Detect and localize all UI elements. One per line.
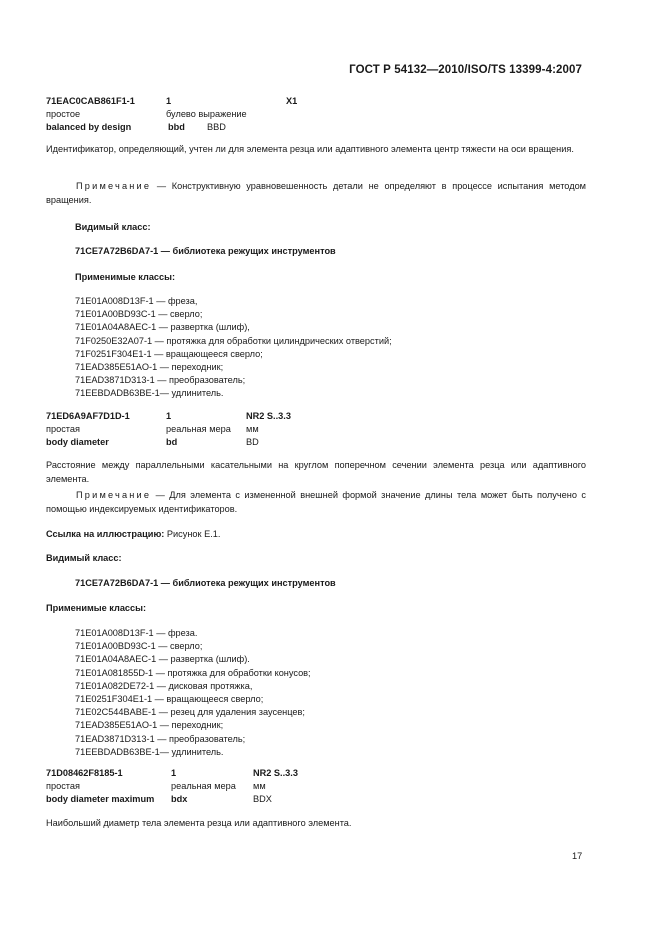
entry1-definition: Идентификатор, определяющий, учтен ли для элемента резца или адаптивного элемента центр тяжести на оси вращения. — [46, 144, 574, 154]
entry1-note-label: Примечание — [76, 181, 152, 191]
entry1-note-text: — Конструктивную уравновешенность детали не определяют в процессе испытания методом вращения. — [46, 181, 586, 205]
entry3-format: NR2 S..3.3 — [253, 768, 298, 778]
list-item: 71E01A081855D-1 — протяжка для обработки конусов; — [75, 667, 311, 678]
list-item: 71EAD3871D313-1 — преобразователь; — [75, 375, 246, 386]
entry1-applicable-label: Применимые классы: — [75, 272, 176, 282]
list-item: 71EAD385E51AO-1 — переходник; — [75, 720, 224, 731]
entry2-category: реальная мера — [166, 424, 231, 434]
entry2-applicable-list — [75, 627, 311, 759]
entry3-code: 71D08462F8185-1 — [46, 768, 123, 778]
entry2-note-label: Примечание — [76, 490, 152, 500]
list-item: 71E01A04A8AEC-1 — развертка (шлиф), — [75, 322, 250, 333]
entry3-name: body diameter maximum — [46, 794, 155, 804]
document-header-title: ГОСТ Р 54132—2010/ISO/TS 13399-4:2007 — [349, 64, 582, 76]
entry2-definition: Расстояние между параллельными касательными на круглом поперечном сечении элемента резца или адаптивного элемента. — [46, 460, 586, 484]
list-item: 71E01A082DE72-1 — дисковая протяжка, — [75, 680, 253, 691]
entry1-version: 1 — [166, 96, 172, 106]
entry2-note-text: — Для элемента с измененной внешней формой значение длины тела может быть получено с помощью индексируемых идентификаторов. — [46, 490, 586, 514]
list-item: 71E01A00BD93C-1 — сверло; — [75, 641, 203, 652]
list-item: 71E01A008D13F-1 — фреза. — [75, 628, 198, 638]
entry1-format: X1 — [286, 96, 298, 106]
entry3-type: простая — [46, 781, 80, 791]
list-item: 71F0250E32A07-1 — протяжка для обработки цилиндрических отверстий; — [75, 335, 392, 346]
entry3-definition: Наибольший диаметр тела элемента резца или адаптивного элемента. — [46, 818, 352, 828]
entry3-version: 1 — [171, 768, 177, 778]
list-item: 71EAD3871D313-1 — преобразователь; — [75, 733, 246, 744]
list-item: 71EEBDADB63BE-1— удлинитель. — [75, 746, 224, 757]
entry3-category: реальная мера — [171, 781, 236, 791]
entry2-unit: мм — [246, 424, 259, 434]
entry2-ref-value: Рисунок Е.1. — [164, 529, 221, 539]
entry3-symbol2: BDX — [253, 794, 272, 804]
entry1-name: balanced by design — [46, 122, 132, 132]
list-item: 71E01A00BD93C-1 — сверло; — [75, 309, 203, 320]
list-item: 71E01A04A8AEC-1 — развертка (шлиф). — [75, 654, 250, 665]
list-item: 71EEBDADB63BE-1— удлинитель. — [75, 388, 224, 399]
list-item: 71E01A008D13F-1 — фреза, — [75, 296, 198, 306]
entry1-note — [46, 179, 586, 207]
entry2-code: 71ED6A9AF7D1D-1 — [46, 411, 130, 421]
list-item: 71EAD385E51AO-1 — переходник; — [75, 362, 224, 373]
entry1-code: 71EAC0CAB861F1-1 — [46, 96, 135, 106]
entry1-type: простое — [46, 109, 81, 119]
list-item: 71E0251F304E1-1 — вращающееся сверло; — [75, 694, 264, 705]
entry2-figure-reference — [46, 528, 220, 540]
entry1-symbol: bbd — [168, 122, 185, 132]
entry1-category: булево выражение — [166, 109, 247, 119]
entry1-visible-class: 71CE7A72B6DA7-1 — библиотека режущих инструментов — [75, 246, 336, 256]
entry1-symbol2: BBD — [207, 122, 226, 132]
entry2-type: простая — [46, 424, 80, 434]
entry2-ref-label: Ссылка на иллюстрацию: — [46, 529, 165, 539]
entry1-visible-class-label: Видимый класс: — [75, 222, 151, 232]
entry1-applicable-list — [75, 295, 392, 401]
entry3-unit: мм — [253, 781, 266, 791]
entry2-symbol2: BD — [246, 437, 259, 447]
list-item: 71F0251F304E1-1 — вращающееся сверло; — [75, 348, 263, 359]
entry2-format: NR2 S..3.3 — [246, 411, 291, 421]
entry2-visible-class-label: Видимый класс: — [46, 553, 122, 563]
entry2-note — [46, 488, 586, 516]
entry3-symbol: bdx — [171, 794, 188, 804]
entry2-symbol: bd — [166, 437, 178, 447]
entry2-visible-class: 71CE7A72B6DA7-1 — библиотека режущих инструментов — [75, 578, 336, 588]
entry2-version: 1 — [166, 411, 172, 421]
page-number: 17 — [572, 851, 583, 861]
entry2-name: body diameter — [46, 437, 109, 447]
list-item: 71E02C544BABE-1 — резец для удаления заусенцев; — [75, 707, 305, 718]
entry2-applicable-label: Применимые классы: — [46, 603, 147, 613]
